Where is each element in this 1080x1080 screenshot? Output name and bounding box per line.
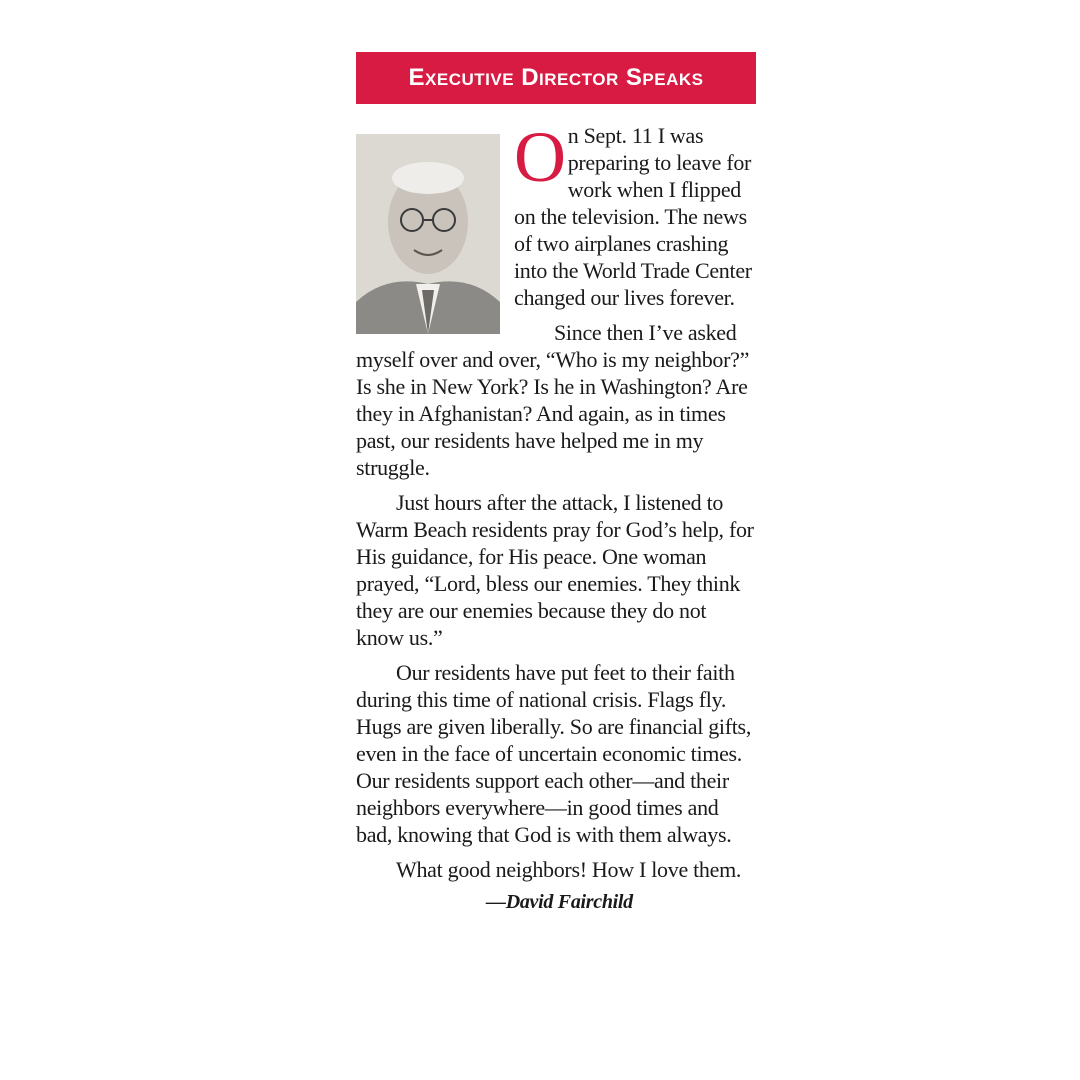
author-signature: —David Fairchild <box>486 891 633 913</box>
portrait-image <box>356 134 500 334</box>
section-banner <box>356 52 756 104</box>
paragraph-3: Just hours after the attack, I listened to Warm Beach residents pray for God’s help, for His guidance, for His peace. One woman prayed, “Lord, bless our enemies. They think they are our enemies because they do not know us.” <box>356 490 754 650</box>
paragraph-4: Our residents have put feet to their faith during this time of national crisis. Flags fly. Hugs are given liberally. So are financial gifts, even in the face of uncertain economic times. Our residents support each other—and their neighbors everywhere—in good times and bad, knowing that God is with them always. <box>356 660 752 847</box>
author-photo <box>356 134 500 334</box>
drop-cap: O <box>514 117 566 197</box>
paragraph-5: What good neighbors! How I love them. <box>396 857 742 882</box>
article-body <box>356 104 756 913</box>
article-column <box>356 52 756 913</box>
paragraph-2: Since then I’ve asked myself over and over, “Who is my neighbor?” Is she in New York? Is he in Washington? Are they in Afghanistan? And again, as in times past, our residents have helped me in my struggle. <box>356 320 750 480</box>
closing-row <box>356 856 756 913</box>
section-title: Executive Director Speaks <box>408 64 704 91</box>
paragraph-1-text: n Sept. 11 I was preparing to leave for work when I flipped on the television. The news of two airplanes crashing into the World Trade Center changed our lives forever. <box>514 123 752 310</box>
